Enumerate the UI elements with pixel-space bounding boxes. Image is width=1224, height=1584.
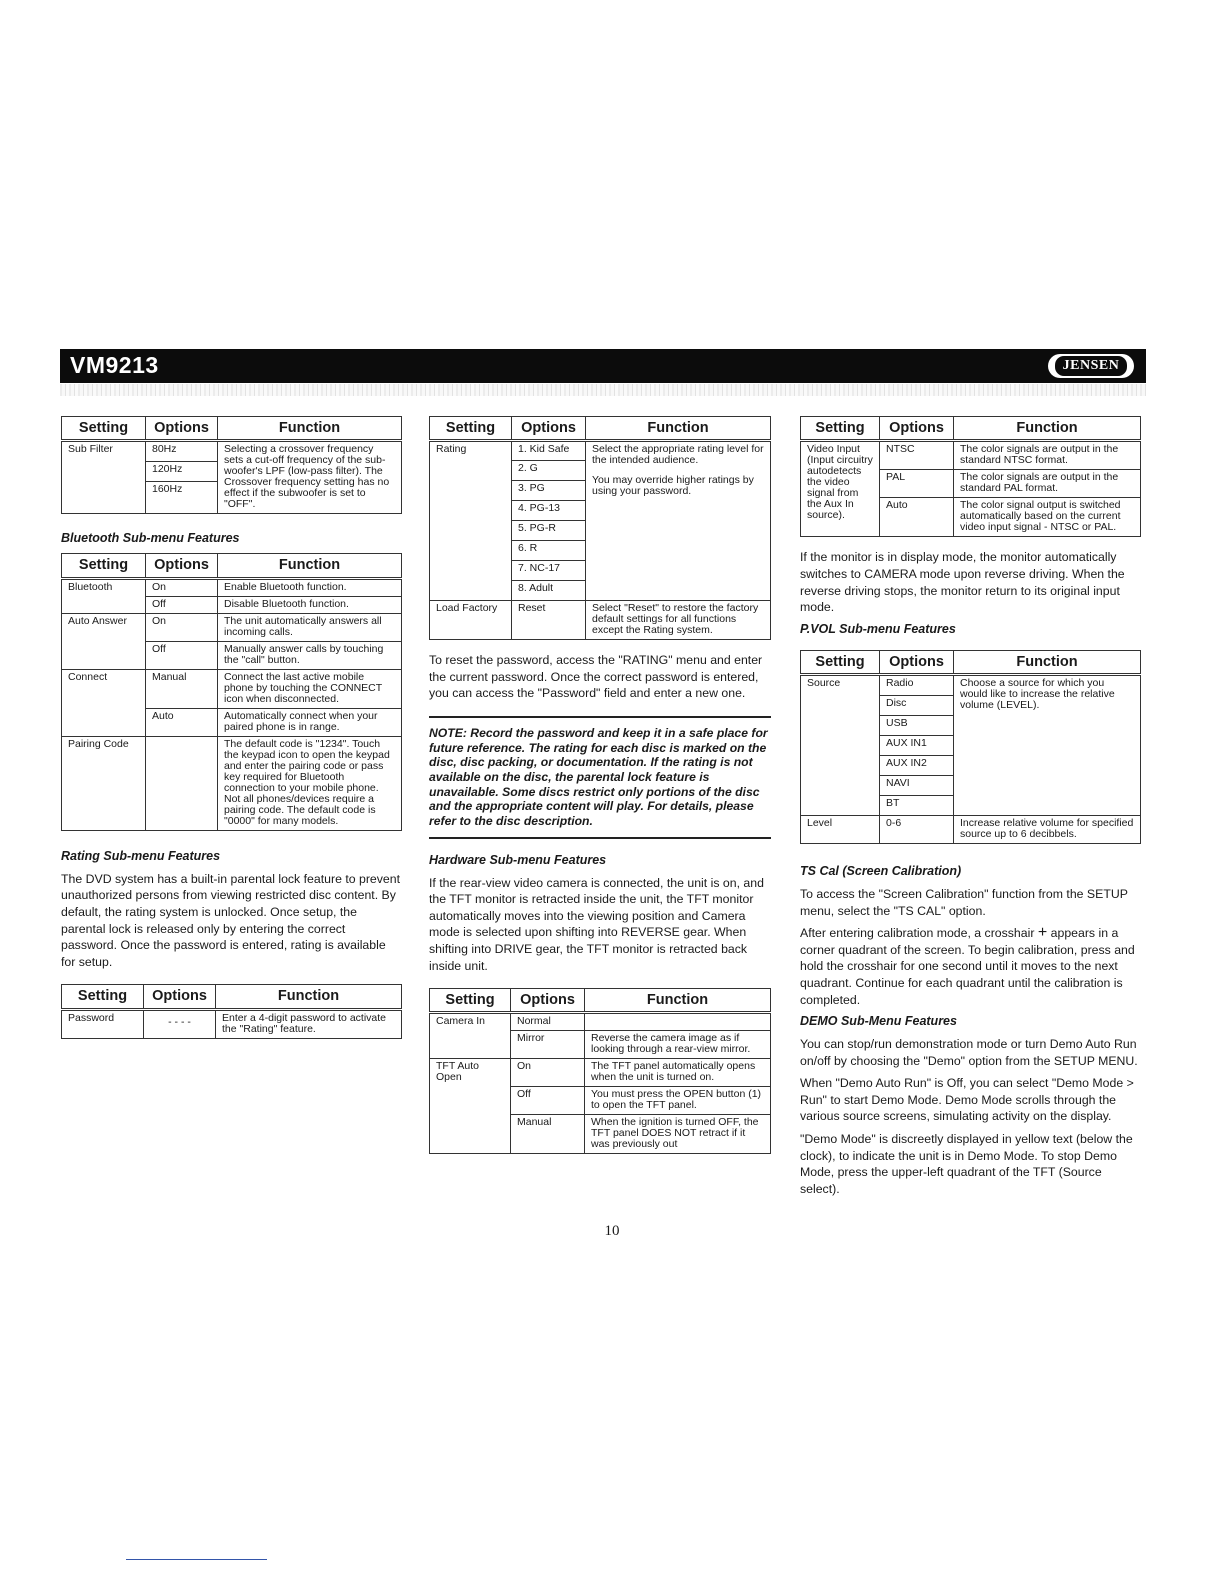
option-cell: - - - - <box>144 1009 216 1038</box>
model-title: VM9213 <box>70 352 159 378</box>
function-cell: Enable Bluetooth function. <box>218 578 402 596</box>
header-options: Options <box>144 985 216 1009</box>
table-row <box>430 1013 771 1031</box>
function-cell: The color signal output is switched automatically based on the current video input signal - NTSC or PAL. <box>954 498 1141 537</box>
crosshair-icon: + <box>1037 924 1048 942</box>
option-cell: On <box>511 1059 585 1087</box>
reset-password-text: To reset the password, access the "RATING" menu and enter the current password. Once the correct password is entered, you can access the "Password" field and enter a new one. <box>429 653 763 701</box>
header-options: Options <box>511 989 585 1013</box>
table-row <box>801 674 1141 695</box>
setting-cell: Pairing Code <box>62 736 146 830</box>
header-function: Function <box>954 650 1141 674</box>
option-cell: AUX IN2 <box>880 755 954 775</box>
table-header <box>62 554 402 578</box>
bluetooth-table <box>61 553 402 831</box>
footer-rule <box>126 1559 267 1560</box>
table-header <box>62 985 402 1009</box>
table-row <box>62 613 402 641</box>
header-setting: Setting <box>62 417 146 441</box>
header-function: Function <box>218 417 402 441</box>
table-row <box>801 815 1141 843</box>
function-cell <box>585 1013 771 1031</box>
rating-function-line2: You may override higher ratings by using your password. <box>592 474 754 498</box>
function-cell: Increase relative volume for specified source up to 6 decibbels. <box>954 815 1141 843</box>
table-header <box>430 417 771 441</box>
table-row <box>430 1059 771 1087</box>
tscal-access-text: To access the "Screen Calibration" function from the SETUP menu, select the "TS CAL" option. <box>800 886 1128 918</box>
option-cell: 0-6 <box>880 815 954 843</box>
demo-text-1: You can stop/run demonstration mode or turn Demo Auto Run on/off by choosing the "Demo" option from the SETUP MENU. <box>800 1037 1138 1068</box>
option-cell: 4. PG-13 <box>512 501 586 521</box>
option-cell: AUX IN1 <box>880 735 954 755</box>
setting-cell: Level <box>801 815 880 843</box>
option-cell: 1. Kid Safe <box>512 441 586 461</box>
option-cell: NTSC <box>880 441 954 470</box>
column-middle <box>429 416 771 1154</box>
option-cell: Mirror <box>511 1031 585 1059</box>
rating-table <box>429 416 771 640</box>
function-cell <box>586 441 771 601</box>
option-cell: PAL <box>880 470 954 498</box>
option-cell: Off <box>146 641 218 669</box>
hardware-heading: Hardware Sub-menu Features <box>429 852 607 867</box>
rating-description: The DVD system has a built-in parental lock feature to prevent unauthorized persons from viewing restricted disc content. By default, the rating system is unlocked. Once setup, the parental lock is released only by entering the correct password. Once the password is entered, rating is available for setup. <box>61 871 401 969</box>
function-cell: You must press the OPEN button (1) to open the TFT panel. <box>585 1087 771 1115</box>
table-row <box>62 736 402 830</box>
hardware-table <box>429 988 771 1154</box>
function-cell: Connect the last active mobile phone by touching the CONNECT icon when disconnected. <box>218 669 402 708</box>
password-note: NOTE: Record the password and keep it in a safe place for future reference. The rating for each disc is marked on the disc, disc packing, or documentation. If the rating is not available on the disc, the parental lock feature is unavailable. Some discs restrict only portions of the disc and the appropriate content will play. For details, please refer to the disc description. <box>429 716 771 838</box>
table-row <box>62 441 402 462</box>
function-cell: The color signals are output in the standard NTSC format. <box>954 441 1141 470</box>
demo-text-2: When "Demo Auto Run" is Off, you can select "Demo Mode > Run" to start Demo Mode. Demo Mode scrolls through the various source screens, simulating activity on the display. <box>800 1076 1134 1124</box>
header-setting: Setting <box>430 417 512 441</box>
option-cell: 8. Adult <box>512 581 586 601</box>
setting-cell: Video Input (Input circuitry autodetects the video signal from the Aux In source). <box>807 443 873 522</box>
header-function: Function <box>586 417 771 441</box>
option-cell: 120Hz <box>146 462 218 482</box>
table-row <box>62 578 402 596</box>
option-cell: On <box>146 578 218 596</box>
option-cell: 80Hz <box>146 441 218 462</box>
table-header <box>62 417 402 441</box>
hardware-description: If the rear-view video camera is connected, the unit is on, and the TFT monitor is retracted inside the unit, the TFT monitor automatically moves into the viewing position and Camera mode is selected upon shifting into REVERSE gear. When shifting into DRIVE gear, the TFT monitor is retracted back inside unit. <box>429 875 764 973</box>
function-cell: The color signals are output in the standard PAL format. <box>954 470 1141 498</box>
header-function: Function <box>954 417 1141 441</box>
table-row <box>430 441 771 461</box>
tscal-text-part1: After entering calibration mode, a crosshair <box>800 926 1035 941</box>
tscal-text-part2: appears in a corner quadrant of the screen. To begin calibration, press and hold the crosshair for one second until it moves to the next quadrant. Continue for each quadrant until the calibration is completed. <box>800 926 1135 1007</box>
option-cell: Off <box>511 1087 585 1115</box>
header-setting: Setting <box>62 985 144 1009</box>
function-cell: The default code is "1234". Touch the keypad icon to open the keypad and enter the pairing code or pass key required for Bluetooth connection to your mobile phone. Not all phones/devices require a pairing code. The default code is "0000" for many models. <box>218 736 402 830</box>
table-row <box>430 601 771 640</box>
display-mode-text: If the monitor is in display mode, the monitor automatically switches to CAMERA mode upon reverse driving. When the reverse driving stops, the monitor return to its original input mode. <box>800 550 1125 615</box>
function-cell: Selecting a crossover frequency sets a cut-off frequency of the sub-woofer's LPF (low-pass filter). The Crossover frequency setting has no effect if the subwoofer is set to "OFF". <box>218 441 402 514</box>
setting-cell: Auto Answer <box>62 613 146 669</box>
pvol-table <box>800 650 1141 844</box>
brand-logo <box>1048 354 1134 378</box>
setting-cell: Source <box>807 676 841 689</box>
setting-cell: TFT Auto Open <box>430 1059 511 1154</box>
table-row <box>62 669 402 708</box>
brand-logo-text: JENSEN <box>1055 356 1128 376</box>
option-cell: BT <box>880 795 954 815</box>
header-function: Function <box>216 985 402 1009</box>
function-cell: The unit automatically answers all incoming calls. <box>218 613 402 641</box>
header-options: Options <box>512 417 586 441</box>
option-cell: 5. PG-R <box>512 521 586 541</box>
header-options: Options <box>880 650 954 674</box>
option-cell: Disc <box>880 695 954 715</box>
function-cell: Reverse the camera image as if looking through a rear-view mirror. <box>585 1031 771 1059</box>
setting-cell: Rating <box>436 443 467 456</box>
option-cell: 160Hz <box>146 482 218 514</box>
bluetooth-heading: Bluetooth Sub-menu Features <box>61 531 240 546</box>
setting-cell: Bluetooth <box>68 580 113 593</box>
tscal-calibration-text <box>800 925 1141 1008</box>
function-cell: Disable Bluetooth function. <box>218 596 402 613</box>
function-cell: When the ignition is turned OFF, the TFT panel DOES NOT retract if it was previously out <box>585 1115 771 1154</box>
function-cell: Enter a 4-digit password to activate the "Rating" feature. <box>216 1009 402 1038</box>
option-cell: Auto <box>880 498 954 537</box>
setting-cell: Connect <box>62 669 146 736</box>
subfilter-table <box>61 416 402 514</box>
option-cell: Off <box>146 596 218 613</box>
function-cell: Automatically connect when your paired phone is in range. <box>218 708 402 736</box>
tscal-heading: TS Cal (Screen Calibration) <box>800 863 962 878</box>
table-header <box>801 650 1141 674</box>
option-cell: 3. PG <box>512 481 586 501</box>
table-row <box>801 441 1141 470</box>
rating-function-line1: Select the appropriate rating level for the intended audience. <box>592 443 764 467</box>
option-cell: On <box>146 613 218 641</box>
table-header <box>430 989 771 1013</box>
setting-cell: Sub Filter <box>68 443 113 456</box>
header-options: Options <box>146 417 218 441</box>
video-input-table <box>800 416 1141 537</box>
header-bar <box>60 349 1146 383</box>
function-cell: The TFT panel automatically opens when the unit is turned on. <box>585 1059 771 1087</box>
setting-cell: Password <box>68 1011 115 1024</box>
option-cell: 7. NC-17 <box>512 561 586 581</box>
function-cell: Choose a source for which you would like to increase the relative volume (LEVEL). <box>954 674 1141 815</box>
demo-text-3: "Demo Mode" is discreetly displayed in yellow text (below the clock), to indicate the unit is in Demo Mode. To stop Demo Mode, press the upper-left quadrant of the TFT (Source select). <box>800 1132 1133 1196</box>
option-cell: Reset <box>512 601 586 640</box>
password-table <box>61 984 402 1038</box>
demo-heading: DEMO Sub-Menu Features <box>800 1014 957 1029</box>
header-setting: Setting <box>62 554 146 578</box>
table-row <box>62 1009 402 1038</box>
option-cell: USB <box>880 715 954 735</box>
setting-cell: Load Factory <box>430 601 512 640</box>
header-stripe <box>60 384 1146 396</box>
header-function: Function <box>218 554 402 578</box>
option-cell: Radio <box>880 674 954 695</box>
setting-cell: Camera In <box>436 1015 486 1028</box>
header-setting: Setting <box>801 650 880 674</box>
rating-heading: Rating Sub-menu Features <box>61 848 221 863</box>
option-cell: Manual <box>511 1115 585 1154</box>
header-setting: Setting <box>801 417 880 441</box>
header-options: Options <box>880 417 954 441</box>
option-cell: Normal <box>511 1013 585 1031</box>
column-right <box>800 416 1141 1203</box>
column-left <box>61 416 402 1039</box>
table-header <box>801 417 1141 441</box>
header-options: Options <box>146 554 218 578</box>
pvol-heading: P.VOL Sub-menu Features <box>800 621 956 636</box>
option-cell <box>146 736 218 830</box>
option-cell: Manual <box>146 669 218 708</box>
option-cell: 2. G <box>512 461 586 481</box>
option-cell: 6. R <box>512 541 586 561</box>
option-cell: Auto <box>146 708 218 736</box>
function-cell: Manually answer calls by touching the "call" button. <box>218 641 402 669</box>
page-number: 10 <box>604 1223 620 1239</box>
header-setting: Setting <box>430 989 511 1013</box>
header-function: Function <box>585 989 771 1013</box>
function-cell: Select "Reset" to restore the factory default settings for all functions except the Rating system. <box>586 601 771 640</box>
option-cell: NAVI <box>880 775 954 795</box>
